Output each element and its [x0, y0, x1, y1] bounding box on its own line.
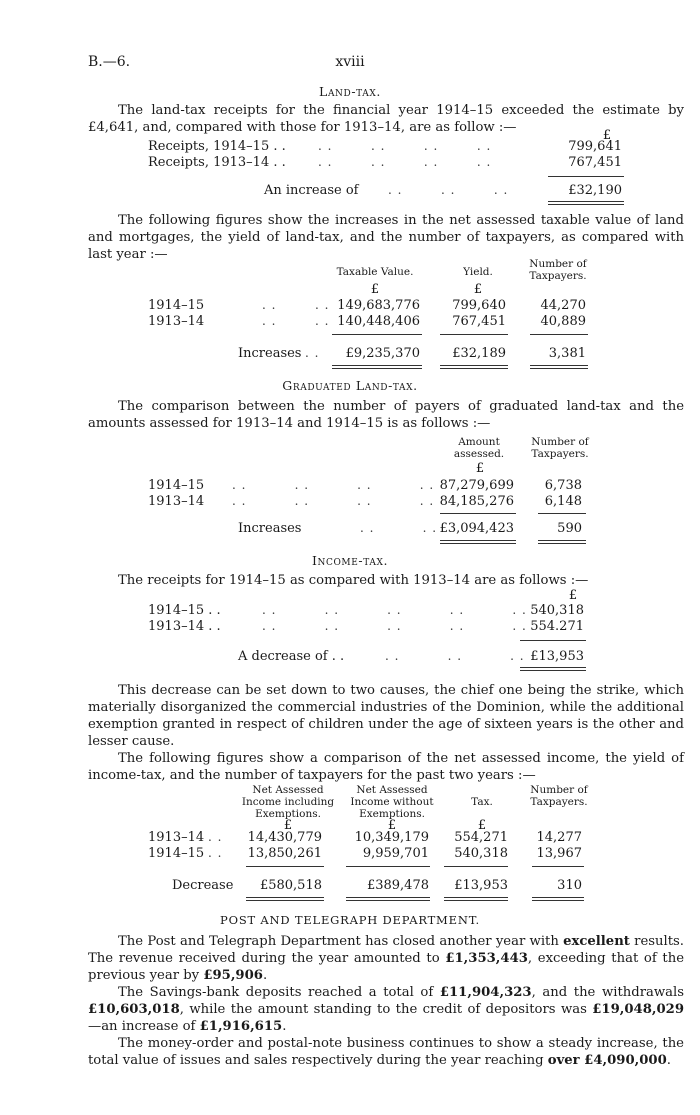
post-withdrawals: £10,603,018 [88, 1002, 180, 1017]
col-header-yield: Yield. [463, 266, 493, 278]
post-p1-bold: excellent [563, 934, 630, 949]
leader-dots: . . . . [360, 521, 438, 535]
post-p3-text: . [666, 1053, 671, 1068]
income-tax-intro-text: The receipts for 1914–15 as compared with 1913–14 are as follows :— [118, 573, 589, 588]
income-tax-title: Income-tax. [311, 553, 389, 568]
post-para1 [88, 933, 684, 984]
rule [530, 365, 588, 366]
land-tax-row-value: 767,451 [568, 155, 622, 170]
income-row-value: 540,318 [530, 603, 584, 618]
post-title: POST AND TELEGRAPH DEPARTMENT. [220, 913, 480, 927]
post-credit-increase: £1,916,615 [199, 1019, 283, 1034]
col-header-taxable: Taxable Value. [336, 266, 414, 278]
unit-with: £ [283, 818, 293, 833]
rule [444, 900, 508, 901]
page-number: xviii [335, 54, 365, 70]
rule [440, 368, 508, 369]
grad-row-year: 1913–14 [148, 494, 205, 509]
rule [346, 900, 430, 901]
land-tax-row-label: Receipts, 1913–14 . . [148, 155, 286, 170]
income-decrease-number: 310 [557, 878, 582, 893]
post-para3 [88, 1035, 684, 1069]
rule [332, 365, 422, 366]
rule [246, 900, 324, 901]
grad-row-payers: 6,738 [544, 478, 582, 493]
rule [444, 897, 508, 898]
leader-dots: . . . . . . . . [232, 494, 435, 508]
col-header-without-exemptions: Net Assessed Income without Exemptions. [350, 784, 434, 820]
grad-row-year: 1914–15 [148, 478, 205, 493]
land-tax-para2-text: The following figures show the increases in the net assessed taxable value of land and mortgages, the yield of land-tax, and the number of taxpayers, as compared with last year :— [88, 213, 684, 262]
rule [538, 543, 586, 544]
col-header-with-exemptions: Net Assessed Income including Exemptions. [241, 784, 335, 820]
page-reference: B.—6. [88, 54, 131, 70]
post-p2-text: , while the amount standing to the credit of depositors was [179, 1002, 593, 1017]
col-header-payers: Number of Taxpayers. [531, 436, 589, 460]
unit-yield: £ [473, 282, 483, 297]
post-p1-text: , exceeding that of the previous year by [88, 951, 685, 983]
rule [530, 368, 588, 369]
rule [520, 667, 586, 668]
leader-dots: . . . . [262, 314, 330, 328]
rule [538, 513, 586, 514]
rule [346, 897, 430, 898]
land-table-taxable: 149,683,776 [337, 298, 420, 313]
land-tax-total-label: An increase of [264, 183, 359, 198]
income-total-label: A decrease of . . [238, 649, 345, 664]
land-tax-intro-text: The land-tax receipts for the financial year 1914–15 exceeded the estimate by £4,641, and, compared with those for 1913–14, are as follow :— [88, 103, 684, 135]
land-tax-row-value: 799,641 [568, 139, 622, 154]
rule [346, 866, 430, 867]
income-table-number: 13,967 [536, 846, 582, 861]
rule [532, 897, 584, 898]
rule [532, 900, 584, 901]
income-tax-para2 [88, 682, 684, 750]
land-tax-currency: £ [602, 128, 612, 143]
land-tax-total-value: £32,190 [568, 183, 622, 198]
grad-increase-payers: 590 [557, 521, 582, 536]
rule [246, 897, 324, 898]
rule [548, 204, 624, 205]
grad-row-payers: 6,148 [544, 494, 582, 509]
income-tax-intro [88, 572, 684, 589]
income-row-label: 1913–14 . . [148, 619, 221, 634]
land-table-taxable: 140,448,406 [337, 314, 420, 329]
leader-dots: . . . . . . . . . . [262, 619, 527, 633]
rule [440, 365, 508, 366]
income-table-tax: 554,271 [454, 830, 508, 845]
income-tax-para3 [88, 750, 684, 784]
post-credit: £19,048,029 [592, 1002, 684, 1017]
rule [440, 334, 508, 335]
land-table-year: 1913–14 [148, 314, 205, 329]
post-p2-text: . [282, 1019, 287, 1034]
leader-dots: . . . . . . . . [232, 478, 435, 492]
rule [520, 640, 586, 641]
post-p1-text: results. The revenue received during the year amounted to [88, 934, 684, 966]
post-revenue-increase: £95,906 [203, 968, 263, 983]
income-decrease-tax: £13,953 [454, 878, 508, 893]
col-header-number: Number of Taxpayers. [530, 784, 588, 808]
land-tax-title: Land-tax. [319, 84, 381, 99]
income-decrease-label: Decrease [172, 878, 234, 893]
leader-dots: . . [208, 830, 223, 844]
income-table-year: 1914–15 [148, 846, 205, 861]
rule [440, 543, 516, 544]
land-table-taxpayers: 40,889 [540, 314, 586, 329]
post-revenue: £1,353,443 [445, 951, 528, 966]
grad-increase-amount: £3,094,423 [439, 521, 514, 536]
income-row-label: 1914–15 . . [148, 603, 221, 618]
col-header-taxpayers: Number of Taxpayers. [529, 258, 587, 282]
leader-dots: . . . . . . . . . . [262, 603, 527, 617]
income-currency: £ [568, 588, 578, 603]
land-tax-para2 [88, 212, 684, 263]
land-table-taxpayers: 44,270 [540, 298, 586, 313]
grad-increase-label: Increases [238, 521, 302, 536]
land-table-year: 1914–15 [148, 298, 205, 313]
post-money-order-total: over £4,090,000 [547, 1053, 667, 1068]
post-deposits: £11,904,323 [439, 985, 532, 1000]
rule [444, 866, 508, 867]
income-decrease-without: £389,478 [366, 878, 429, 893]
unit-without: £ [387, 818, 397, 833]
income-table-with: 14,430,779 [247, 830, 322, 845]
income-tax-para2-text: This decrease can be set down to two causes, the chief one being the strike, which materially disorganized the commercial industries of the Dominion, while the additional exemption granted in respect of children under the age of sixteen years is the other and lesser cause. [88, 683, 684, 749]
land-table-yield: 767,451 [452, 314, 506, 329]
income-table-year: 1913–14 [148, 830, 205, 845]
income-table-number: 14,277 [536, 830, 582, 845]
rule [332, 368, 422, 369]
income-table-without: 9,959,701 [362, 846, 429, 861]
graduated-title: Graduated Land-tax. [282, 378, 418, 393]
land-table-yield: 799,640 [452, 298, 506, 313]
col-header-tax: Tax. [471, 796, 493, 808]
income-row-value: 554.271 [530, 619, 584, 634]
land-increase-taxable: £9,235,370 [345, 346, 420, 361]
rule [538, 540, 586, 541]
post-para2 [88, 984, 684, 1035]
leader-dots: . . . . [262, 298, 330, 312]
post-p3-text: The money-order and postal-note business continues to show a steady increase, the total value of issues and sales respectively during the year reaching [88, 1036, 684, 1068]
leader-dots: . . [305, 346, 320, 360]
income-table-tax: 540,318 [454, 846, 508, 861]
rule [332, 334, 422, 335]
unit-amount: £ [475, 461, 485, 476]
leader-dots: . . . . . . [385, 649, 525, 663]
rule [548, 201, 624, 202]
unit-taxable: £ [370, 282, 380, 297]
income-total-value: £13,953 [530, 649, 584, 664]
rule [440, 540, 516, 541]
land-tax-row-label: Receipts, 1914–15 . . [148, 139, 286, 154]
income-table-with: 13,850,261 [247, 846, 322, 861]
income-decrease-with: £580,518 [259, 878, 322, 893]
graduated-intro-text: The comparison between the number of payers of graduated land-tax and the amounts assessed for 1913–14 and 1914–15 is as follows :— [88, 399, 684, 431]
land-increase-taxpayers: 3,381 [548, 346, 586, 361]
grad-row-amount: 87,279,699 [439, 478, 514, 493]
post-p2-text: The Savings-bank deposits reached a total of [118, 985, 440, 1000]
unit-tax: £ [477, 818, 487, 833]
leader-dots: . . [208, 846, 223, 860]
graduated-intro [88, 398, 684, 432]
rule [246, 866, 324, 867]
post-p2-text: , and the withdrawals [531, 985, 684, 1000]
leader-dots: . . . . . . . . [318, 155, 492, 169]
rule [520, 670, 586, 671]
post-p1-text: . [262, 968, 268, 983]
rule [440, 513, 516, 514]
rule [548, 176, 624, 177]
income-tax-para3-text: The following figures show a comparison of the net assessed income, the yield of income-tax, and the number of taxpayers for the past two years :— [88, 751, 684, 783]
post-p1-text: The Post and Telegraph Department has closed another year with [118, 934, 564, 949]
col-header-amount: Amount assessed. [453, 436, 505, 460]
income-table-without: 10,349,179 [354, 830, 429, 845]
leader-dots: . . . . . . . . [318, 139, 492, 153]
post-p2-text: —an increase of [88, 1019, 200, 1034]
rule [532, 866, 584, 867]
rule [530, 334, 588, 335]
land-increase-label: Increases [238, 346, 302, 361]
land-increase-yield: £32,189 [452, 346, 506, 361]
grad-row-amount: 84,185,276 [439, 494, 514, 509]
leader-dots: . . . . . . [388, 183, 509, 197]
